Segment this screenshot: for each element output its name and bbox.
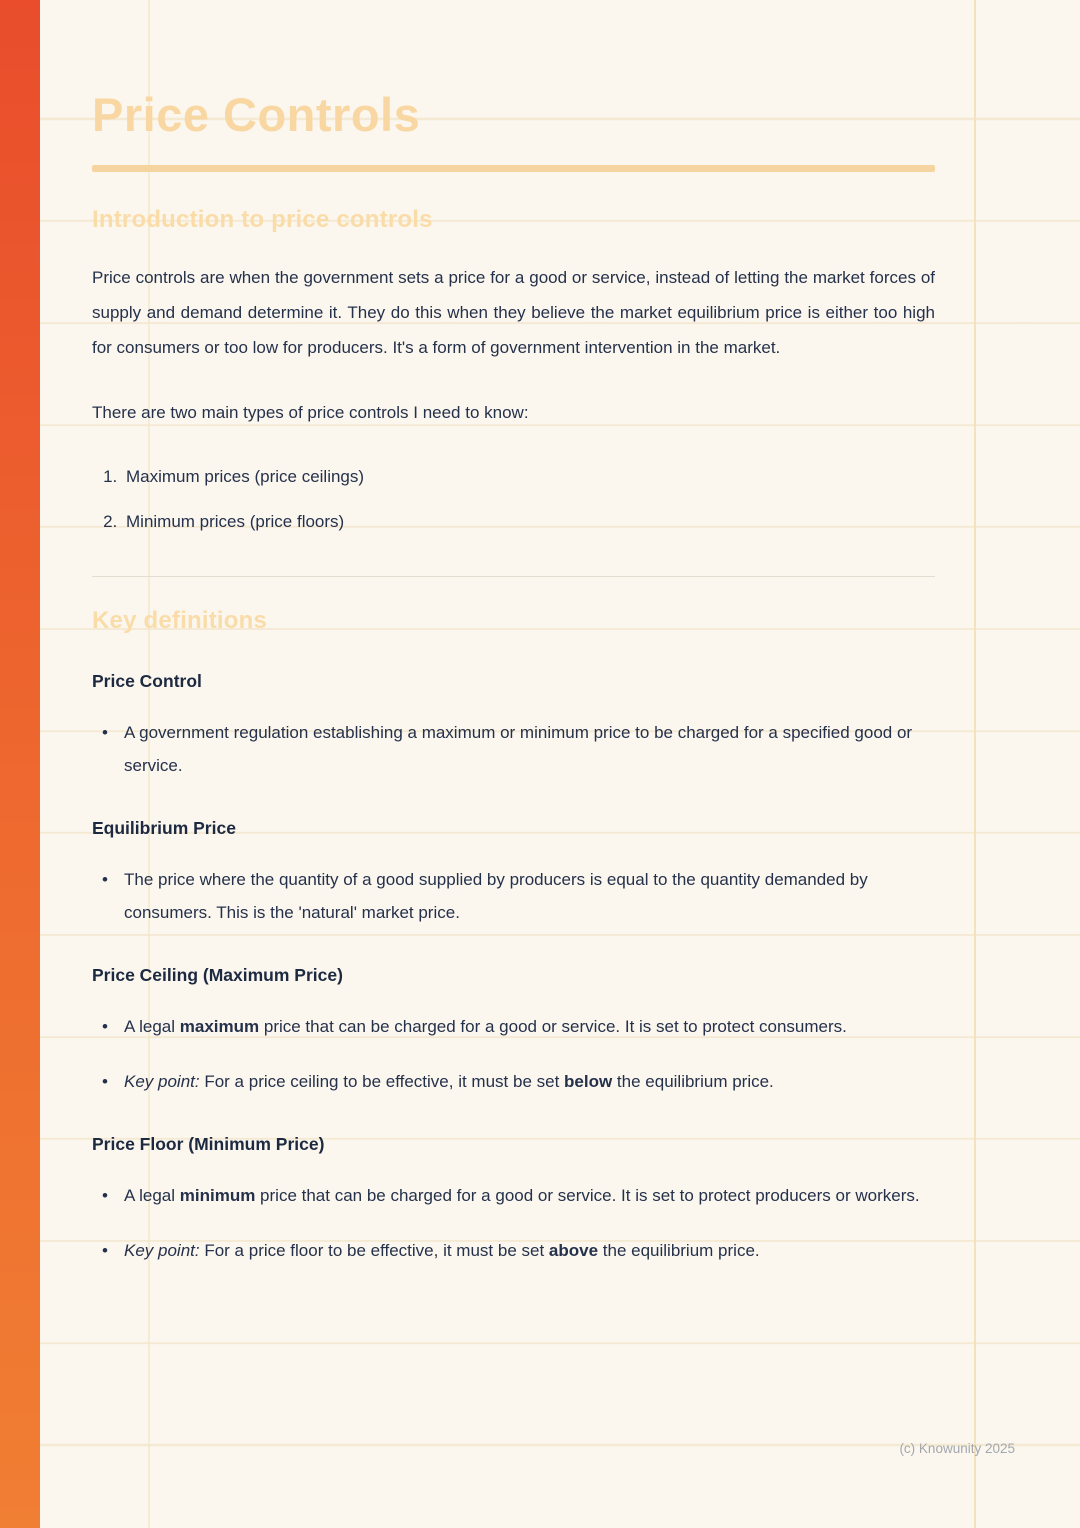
bullet-item: [102, 863, 935, 929]
definition-term-equilibrium-price: Equilibrium Price: [92, 818, 236, 839]
bullet-list: [92, 1010, 935, 1098]
bullet-icon: •: [102, 1017, 108, 1037]
bullet-text: Key point: For a price ceiling to be effective, it must be set below the equilibrium price.: [124, 1072, 774, 1092]
bullet-text: A legal minimum price that can be charged for a good or service. It is set to protect producers or workers.: [124, 1186, 920, 1206]
bullet-text: The price where the quantity of a good supplied by producers is equal to the quantity demanded by consumers. This is the 'natural' market price.: [124, 870, 868, 923]
bullet-text: Key point: For a price floor to be effective, it must be set above the equilibrium price.: [124, 1241, 760, 1261]
definition-term-price-ceiling: Price Ceiling (Maximum Price): [92, 965, 343, 986]
bullet-text: A government regulation establishing a maximum or minimum price to be charged for a specified good or service.: [124, 723, 913, 776]
bullet-icon: •: [102, 723, 108, 743]
section-heading-key-definitions: Key definitions: [92, 607, 268, 635]
definition-term-price-control: Price Control: [92, 671, 202, 692]
bullet-icon: •: [102, 1186, 108, 1206]
bullet-icon: •: [102, 870, 108, 890]
bullet-item: [102, 1010, 935, 1043]
definition-term-price-floor: Price Floor (Minimum Price): [92, 1134, 325, 1155]
bullet-list: [92, 716, 935, 782]
bullet-item: [102, 1065, 935, 1098]
bullet-item: [102, 716, 935, 782]
section-divider: [92, 576, 935, 577]
bullet-icon: •: [102, 1241, 108, 1261]
bullet-text: A legal maximum price that can be charged for a good or service. It is set to protect consumers.: [124, 1017, 847, 1037]
page-title: Price Controls: [92, 88, 421, 141]
bullet-icon: •: [102, 1072, 108, 1092]
list-item: 2. Minimum prices (price floors): [122, 505, 935, 538]
bullet-item: [102, 1179, 935, 1212]
bullet-list: [92, 863, 935, 929]
footer-credit: (c) Knowunity 2025: [899, 1441, 1015, 1456]
list-item: 1. Maximum prices (price ceilings): [122, 460, 935, 493]
intro-paragraph-1: Price controls are when the government sets a price for a good or service, instead of letting the market forces of supply and demand determine it. They do this when they believe the market equilibrium price is either too high for consumers or too low for producers. It's a form of government intervention in the market.: [92, 268, 935, 358]
price-control-types-list: [92, 460, 935, 538]
intro-paragraph-2: There are two main types of price controls I need to know:: [92, 403, 529, 423]
title-underline-rule: [92, 165, 935, 172]
bullet-list: [92, 1179, 935, 1267]
section-heading-introduction: Introduction to price controls: [92, 206, 433, 234]
bullet-item: [102, 1234, 935, 1267]
